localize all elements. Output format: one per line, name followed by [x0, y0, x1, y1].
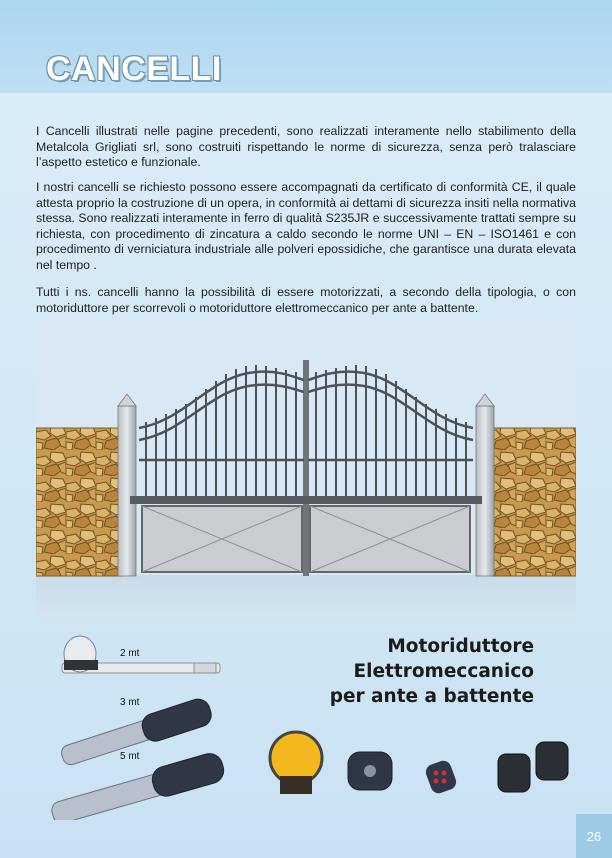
product-title-line-1: Motoriduttore	[387, 636, 534, 657]
page-title: CANCELLI	[46, 50, 222, 88]
gate-illustration	[36, 320, 576, 620]
intro-paragraph: I Cancelli illustrati nelle pagine precedenti, sono realizzati interamente nello stabilimento della Metalcola Grigliati srl, sono costruiti rispettando le norme di sicurezza, senza però tralasciare l’aspetto estetico e funzionale.	[36, 124, 576, 170]
header-band	[0, 0, 612, 93]
motor-illustrations	[42, 630, 242, 820]
motorization-paragraph: Tutti i ns. cancelli hanno la possibilità di essere motorizzati, a secondo della tipologia, o con motoriduttore per scorrevoli o motoriduttore elettromeccanico per ante a battente.	[36, 285, 576, 315]
accessories-illustration	[258, 718, 578, 813]
page-number: 26	[576, 814, 612, 858]
certification-paragraph: I nostri cancelli se richiesto possono essere accompagnati da certificato di conformità CE, il quale attesta proprio la costruzione di un opera, in conformità ai dettami di sicurezza insiti nella normativa stessa. Sono realizzati interamente in ferro di qualità S235JR e successivamente trattati sempre su richiesta, con procedimento di zincatura a caldo secondo le norme UNI – EN – ISO1461 e con procedimento di verniciatura industriale alle polveri epossidiche, che garantisce una durata elevata nel tempo .	[36, 180, 576, 272]
motor-length-3mt: 3 mt	[120, 697, 140, 708]
product-title-line-3: per ante a battente	[329, 686, 534, 707]
product-title	[330, 634, 534, 709]
motor-length-2mt: 2 mt	[120, 648, 140, 659]
motor-length-5mt: 5 mt	[120, 751, 140, 762]
product-title-line-2: Elettromeccanico	[353, 661, 534, 682]
